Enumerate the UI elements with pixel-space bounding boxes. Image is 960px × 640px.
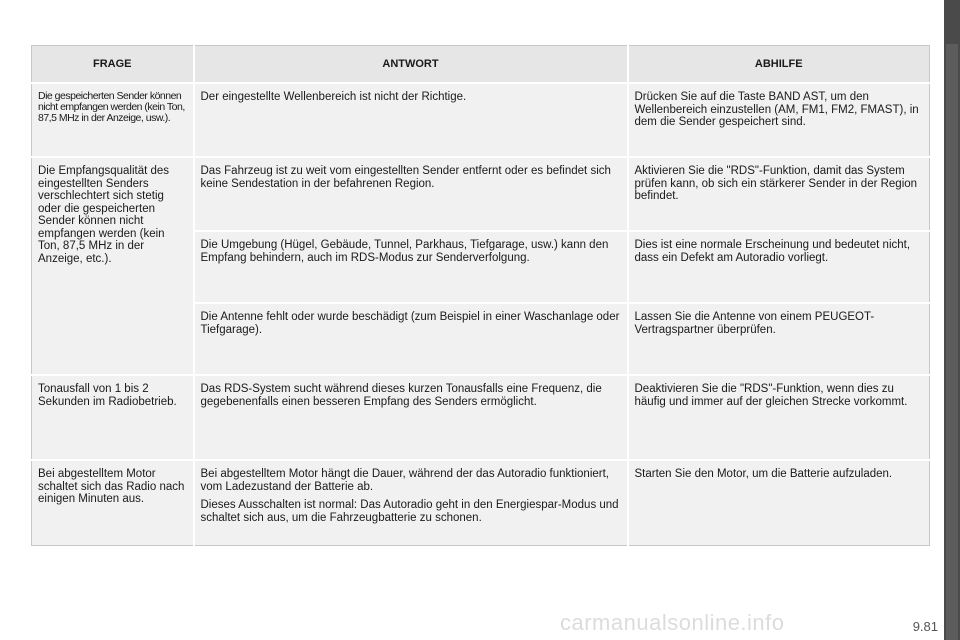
antwort-cell [194, 157, 628, 231]
abhilfe-cell: Dies ist eine normale Erscheinung und bedeutet nicht, dass ein Defekt am Autoradio vorliegt. [628, 231, 930, 303]
antwort-cell [194, 460, 628, 545]
antwort-cell [194, 375, 628, 460]
abhilfe-cell: Starten Sie den Motor, um die Batterie aufzuladen. [628, 460, 930, 545]
watermark-text: carmanualsonline.info [560, 610, 785, 635]
page-number: 9.81 [912, 619, 938, 634]
antwort-text: Die Antenne fehlt oder wurde beschädigt (zum Beispiel in einer Waschanlage oder Tiefgarage). [200, 311, 620, 336]
header-frage: FRAGE [32, 46, 194, 84]
frage-cell: Die gespeicherten Sender können nicht empfangen werden (kein Ton, 87,5 MHz in der Anzeige, usw.). [32, 83, 194, 157]
antwort-text: Bei abgestelltem Motor hängt die Dauer, während der das Autoradio funktioniert, vom Ladezustand der Batterie ab. [200, 468, 609, 493]
antwort-cell [194, 231, 628, 303]
table-header-row [32, 46, 930, 84]
header-abhilfe: ABHILFE [628, 46, 930, 84]
abhilfe-cell: Deaktivieren Sie die "RDS"-Funktion, wenn dies zu häufig und immer auf der gleichen Strecke vorkommt. [628, 375, 930, 460]
frage-cell: Tonausfall von 1 bis 2 Sekunden im Radiobetrieb. [32, 375, 194, 460]
antwort-text: Das Fahrzeug ist zu weit vom eingestellten Sender entfernt oder es befindet sich keine Sendestation in der befahrenen Region. [200, 165, 611, 190]
table-row [32, 460, 930, 545]
antwort-text: Der eingestellte Wellenbereich ist nicht der Richtige. [200, 91, 467, 103]
table-row [32, 83, 930, 157]
table-row [32, 375, 930, 460]
abhilfe-cell: Drücken Sie auf die Taste BAND AST, um den Wellenbereich einzustellen (AM, FM1, FM2, FMAST), in dem die Sender gespeichert sind. [628, 83, 930, 157]
page-edge-bar [944, 0, 960, 640]
frage-cell: Bei abgestelltem Motor schaltet sich das Radio nach einigen Minuten aus. [32, 460, 194, 545]
antwort-text: Die Umgebung (Hügel, Gebäude, Tunnel, Parkhaus, Tiefgarage, usw.) kann den Empfang behindern, auch im RDS-Modus zur Senderverfolgung. [200, 239, 609, 264]
abhilfe-cell: Lassen Sie die Antenne von einem PEUGEOT-Vertragspartner überprüfen. [628, 303, 930, 375]
antwort-cell [194, 303, 628, 375]
antwort-cell [194, 83, 628, 157]
page-edge-tab [946, 44, 958, 640]
antwort-text: Das RDS-System sucht während dieses kurzen Tonausfalls eine Frequenz, die gegebenenfalls einen besseren Empfang des Senders ermöglicht. [200, 383, 602, 408]
faq-table-container [31, 45, 929, 546]
faq-table [31, 45, 930, 546]
header-antwort: ANTWORT [194, 46, 628, 84]
frage-cell: Die Empfangsqualität des eingestellten Senders verschlechtert sich stetig oder die gespeicherten Sender können nicht empfangen werden (kein Ton, 87,5 MHz in der Anzeige, etc.). [32, 157, 194, 375]
table-row [32, 157, 930, 231]
abhilfe-cell: Aktivieren Sie die "RDS"-Funktion, damit das System prüfen kann, ob sich ein stärkerer Sender in der Region befindet. [628, 157, 930, 231]
antwort-text: Dieses Ausschalten ist normal: Das Autoradio geht in den Energiespar-Modus und schaltet sich aus, um die Fahrzeugbatterie zu schonen. [200, 499, 619, 524]
